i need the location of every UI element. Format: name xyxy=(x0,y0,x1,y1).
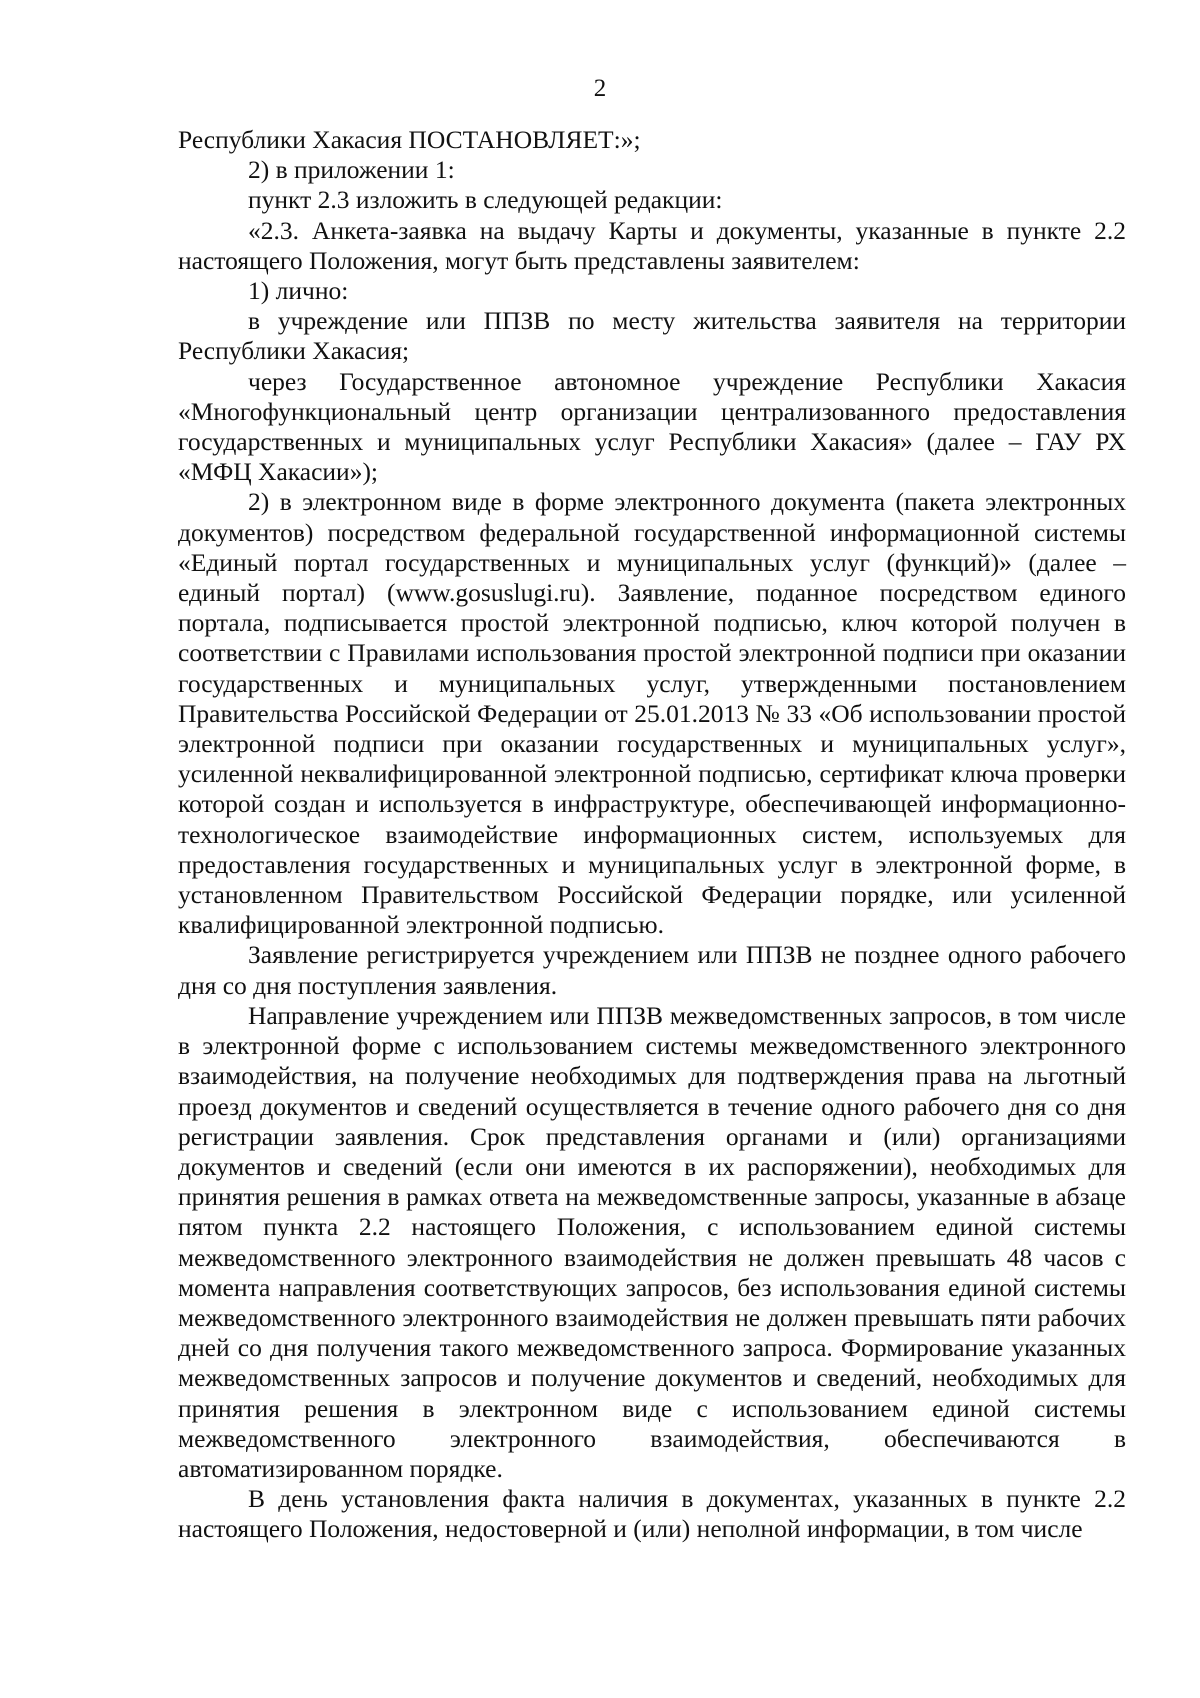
paragraph-continuation: Республики Хакасия ПОСТАНОВЛЯЕТ:»; xyxy=(178,125,641,154)
paragraph-amendment-item: 2) в приложении 1: xyxy=(248,155,455,185)
paragraph-electronic: 2) в электронном виде в форме электронного документа (пакета электронных документов) посредством федеральной государственной информационной системы «Единый портал государственных и муниципальных услуг (функций)» (далее – единый портал) (www.gosuslugi.ru). Заявление, поданное посредством единого портала, подписывается простой электронной подписью, ключ которой получен в соответствии с Правилами использования простой электронной подписи при оказании государственных и муниципальных услуг, утвержденными постановлением Правительства Российской Федерации от 25.01.2013 № 33 «Об использовании простой электронной подписи при оказании государственных и муниципальных услуг», усиленной неквалифицированной электронной подписью, сертификат ключа проверки которой создан и используется в инфраструктуре, обеспечивающей информационно-технологическое взаимодействие информационных систем, используемых для предоставления государственных и муниципальных услуг в электронной форме, в установленном Правительством Российской Федерации порядке, или усиленной квалифицированной электронной подписью. xyxy=(178,487,1126,940)
paragraph-institution: в учреждение или ППЗВ по месту жительства заявителя на территории Республики Хакасия; xyxy=(178,306,1126,366)
paragraph-registration: Заявление регистрируется учреждением или ППЗВ не позднее одного рабочего дня со дня поступления заявления. xyxy=(178,940,1126,1000)
paragraph-verification-day: В день установления факта наличия в документах, указанных в пункте 2.2 настоящего Положения, недостоверной и (или) неполной информации, в том числе xyxy=(178,1484,1126,1544)
paragraph-interagency-requests: Направление учреждением или ППЗВ межведомственных запросов, в том числе в электронной форме с использованием системы межведомственного электронного взаимодействия, на получение необходимых для подтверждения права на льготный проезд документов и сведений осуществляется в течение одного рабочего дня со дня регистрации заявления. Срок представления органами и (или) организациями документов и сведений (если они имеются в их распоряжении), необходимых для принятия решения в рамках ответа на межведомственные запросы, указанные в абзаце пятом пункта 2.2 настоящего Положения, с использованием единой системы межведомственного электронного взаимодействия не должен превышать 48 часов с момента направления соответствующих запросов, без использования единой системы межведомственного электронного взаимодействия не должен превышать пяти рабочих дней со дня получения такого межведомственного запроса. Формирование указанных межведомственных запросов и получение документов и сведений, необходимых для принятия решения в электронном виде с использованием единой системы межведомственного электронного взаимодействия, обеспечиваются в автоматизированном порядке. xyxy=(178,1000,1126,1483)
document-body xyxy=(178,125,1126,1545)
paragraph-mfc: через Государственное автономное учреждение Республики Хакасия «Многофункциональный центр организации централизованного предоставления государственных и муниципальных услуг Республики Хакасия» (далее – ГАУ РХ «МФЦ Хакасии»); xyxy=(178,366,1126,487)
paragraph-in-person: 1) лично: xyxy=(248,276,349,306)
paragraph-amendment-instruction: пункт 2.3 изложить в следующей редакции: xyxy=(248,185,723,215)
page-number: 2 xyxy=(593,75,607,102)
paragraph-clause-2-3: «2.3. Анкета-заявка на выдачу Карты и документы, указанные в пункте 2.2 настоящего Положения, могут быть представлены заявителем: xyxy=(178,215,1126,275)
